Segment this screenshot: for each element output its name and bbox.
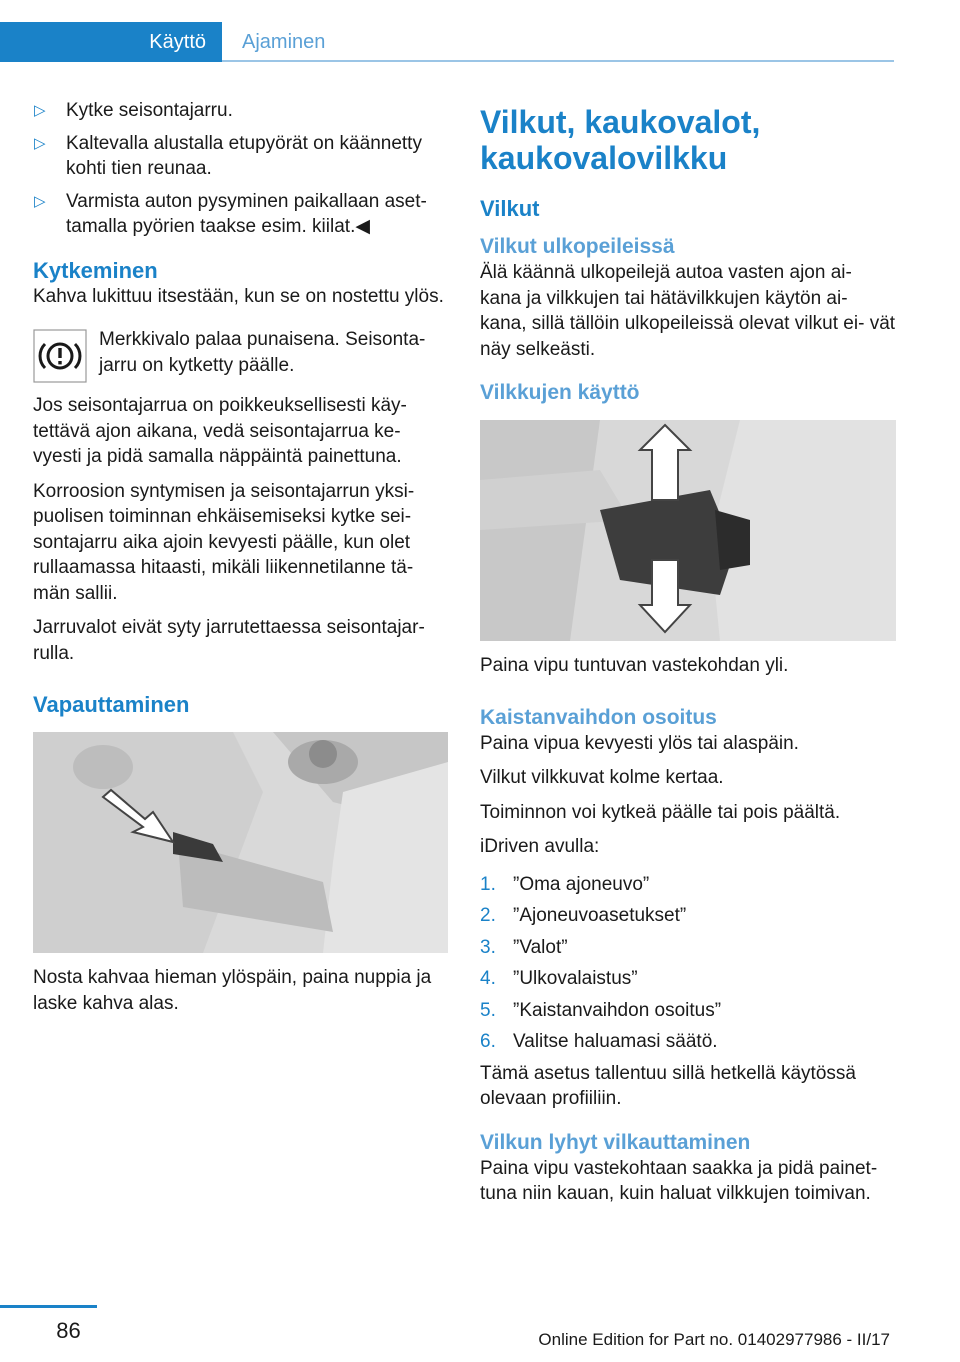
heading-vilkun-lyhyt-vilkauttaminen: Vilkun lyhyt vilkauttaminen	[480, 1130, 751, 1154]
indicator-row	[33, 327, 448, 383]
list-item: 3. ”Valot”	[480, 936, 568, 958]
paragraph: Paina vipu tuntuvan vastekohdan yli.	[480, 655, 789, 676]
paragraph: Jos seisontajarrua on poikkeuksellisesti käy‐ tettävä ajon aikana, vedä seisontajarrua ke‐ vyesti ja pidä samalla näppäintä painettuna.	[33, 395, 407, 467]
page-number: 86	[56, 1318, 81, 1343]
heading-kaistanvaihdon-osoitus: Kaistanvaihdon osoitus	[480, 705, 717, 729]
list-item: 4. ”Ulkovalaistus”	[480, 968, 638, 989]
footer-rule	[0, 1305, 97, 1308]
triangle-bullet-icon: ▷	[34, 192, 46, 210]
heading-vapauttaminen: Vapauttaminen	[33, 692, 190, 717]
list-item: 6. Valitse haluamasi säätö.	[480, 1031, 718, 1052]
paragraph: Nosta kahvaa hieman ylöspäin, paina nuppia ja laske kahva alas.	[33, 967, 432, 1014]
paragraph: Jarruvalot eivät syty jarrutettaessa seisontajar‐ rulla.	[33, 617, 425, 664]
bullet-item: ▷ Kaltevalla alustalla etupyörät on käännetty kohti tien reunaa.	[34, 132, 422, 179]
paragraph: Tämä asetus tallentuu sillä hetkellä käytössä olevaan profiiliin.	[480, 1062, 856, 1109]
page-header	[0, 0, 960, 62]
list-item: 1. ”Oma ajoneuvo”	[480, 873, 650, 895]
footer-edition-text: Online Edition for Part no. 01402977986 - II/17	[538, 1330, 890, 1349]
paragraph: Toiminnon voi kytkeä päälle tai pois päältä.	[480, 801, 841, 823]
heading-vilkut-ulkopeileissa: Vilkut ulkopeileissä	[480, 235, 675, 258]
triangle-bullet-icon: ▷	[34, 102, 46, 119]
paragraph: Älä käännä ulkopeilejä autoa vasten ajon ai‐ kana ja vilkkujen tai hätävilkkujen käytön ai‐ kana, sillä tällöin ulkopeileissä olevat vilkut ei‐ vät näy selkeästi.	[480, 262, 896, 360]
turn-signal-lever-photo	[480, 420, 896, 641]
tab-ajaminen: Ajaminen	[222, 22, 894, 62]
heading-vilkut: Vilkut	[480, 196, 540, 221]
list-item: 5. ”Kaistanvaihdon osoitus”	[480, 999, 722, 1021]
paragraph: Korroosion syntymisen ja seisontajarrun yksi‐ puolisen toiminnan ehkäisemiseksi kytke sei‐ sontajarru aika ajoin kevyesti päälle, kun olet rullaamassa hitaasti, mikäli liikennetilanne tä‐ män sallii.	[33, 480, 415, 604]
section-title: Vilkut, kaukovalot, kaukovalovilkku	[480, 104, 761, 176]
parking-brake-icon	[33, 329, 87, 383]
heading-vilkkujen-kaytto: Vilkkujen käyttö	[480, 381, 640, 404]
left-column	[33, 98, 448, 1016]
heading-kytkeminen: Kytkeminen	[33, 257, 158, 283]
handbrake-release-photo	[33, 732, 448, 953]
bullet-item: ▷ Kytke seisontajarru.	[33, 98, 448, 124]
paragraph: Paina vipua kevyesti ylös tai alaspäin.	[480, 732, 799, 754]
paragraph: Vilkut vilkkuvat kolme kertaa.	[480, 767, 724, 788]
indicator-text: Merkkivalo palaa punaisena. Seisonta‐ jarru on kytketty päälle.	[99, 329, 426, 376]
paragraph: Paina vipu vastekohtaan saakka ja pidä painet‐ tuna niin kauan, kuin haluat vilkkujen toimivan.	[480, 1157, 878, 1204]
bullet-item: ▷ Varmista auton pysyminen paikallaan aset‐ tamalla pyörien taakse esim. kiilat.◀	[34, 190, 427, 237]
tab-kaytto: Käyttö	[0, 22, 222, 62]
paragraph: iDriven avulla:	[480, 836, 600, 857]
triangle-bullet-icon: ▷	[34, 134, 46, 152]
right-column	[480, 104, 896, 1207]
list-item: 2. ”Ajoneuvoasetukset”	[480, 905, 687, 926]
paragraph: Kahva lukittuu itsestään, kun se on nostettu ylös.	[33, 285, 444, 307]
header-rule	[222, 60, 894, 62]
